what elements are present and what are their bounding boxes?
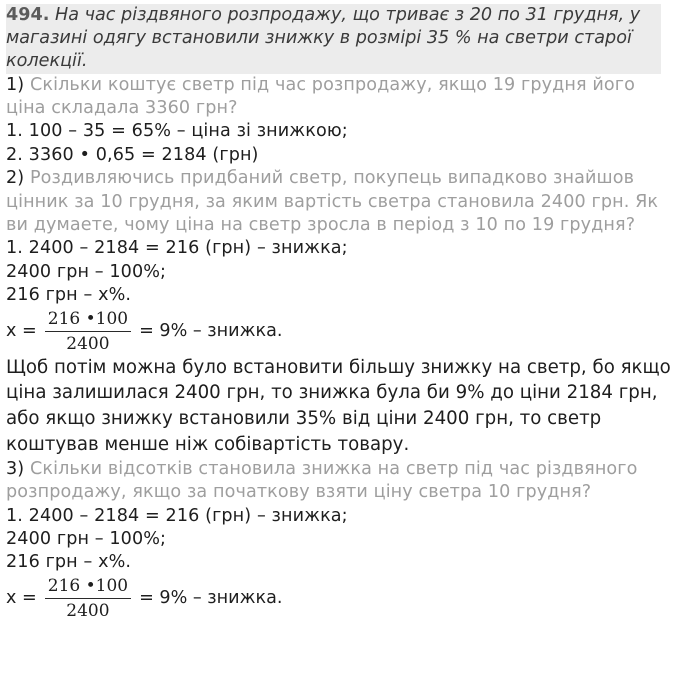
fraction-denominator: 2400 — [66, 600, 110, 621]
exercise-line — [6, 4, 661, 27]
question-text: Роздивляючись придбаний светр, покупець випадково знайшов — [29, 168, 635, 189]
percent-formula — [6, 575, 690, 622]
solution-step: 216 грн – х%. — [6, 552, 132, 573]
solution-step: 216 грн – х%. — [6, 285, 132, 306]
question-text: Скільки відсотків становила знижка на светр під час різдвяного — [29, 458, 638, 479]
exercise-number: 494. — [6, 5, 50, 25]
part-label: 1) — [6, 74, 25, 95]
solution-step: 1. 2400 – 2184 = 216 (грн) – знижка; — [6, 238, 348, 259]
solution-step: 1. 100 – 35 = 65% – ціна зі знижкою; — [6, 121, 348, 142]
exercise-statement — [6, 4, 661, 74]
exercise-text: На час різдвяного розпродажу, що триває з 20 по 31 грудня, у — [55, 5, 641, 25]
question-line — [6, 74, 690, 97]
part-label: 2) — [6, 168, 25, 189]
formula-rhs: = 9% – знижка. — [139, 321, 283, 342]
part-label: 3) — [6, 458, 25, 479]
explanation-line: або якщо знижку встановили 35% від ціни 2400 грн, то светр — [6, 408, 602, 430]
question-line — [6, 167, 690, 190]
solution-step: 1. 2400 – 2184 = 216 (грн) – знижка; — [6, 505, 348, 526]
solution-step: 2400 грн – 100%; — [6, 529, 167, 550]
explanation-line: ціна залишилася 2400 грн, то знижка була би 9% до ціни 2184 грн, — [6, 382, 658, 404]
part-1 — [6, 74, 690, 168]
fraction-numerator: 216 •100 — [45, 309, 131, 332]
formula-rhs: = 9% – знижка. — [139, 588, 283, 609]
formula-lhs: х = — [6, 321, 37, 342]
fraction — [45, 309, 131, 354]
solution-step: 2400 грн – 100%; — [6, 261, 167, 282]
document-page — [6, 4, 690, 622]
formula-lhs: х = — [6, 588, 37, 609]
question-text: Скільки коштує светр під час розпродажу, якщо 19 грудня його — [29, 74, 636, 95]
part-2 — [6, 167, 690, 458]
part-3 — [6, 458, 690, 622]
question-line: ціна складала 3360 грн? — [6, 98, 238, 119]
exercise-line: колекції. — [6, 51, 88, 72]
fraction — [45, 576, 131, 621]
question-line — [6, 458, 690, 481]
exercise-line: магазині одягу встановили знижку в розмірі 35 % на светри старої — [6, 28, 632, 49]
explanation-line: Щоб потім можна було встановити більшу знижку на светр, бо якщо — [6, 356, 671, 378]
question-line: цінник за 10 грудня, за яким вартість светра становила 2400 грн. Як — [6, 191, 659, 212]
question-line: ви думаете, чому ціна на светр зросла в період з 10 по 19 грудня? — [6, 215, 636, 236]
percent-formula — [6, 308, 690, 355]
question-line: розпродажу, якщо за початкову взяти ціну светра 10 грудня? — [6, 482, 592, 503]
fraction-numerator: 216 •100 — [45, 576, 131, 599]
solution-step: 2. 3360 • 0,65 = 2184 (грн) — [6, 144, 259, 165]
fraction-denominator: 2400 — [66, 333, 110, 354]
explanation-line: коштував менше ніж собівартість товару. — [6, 434, 410, 456]
